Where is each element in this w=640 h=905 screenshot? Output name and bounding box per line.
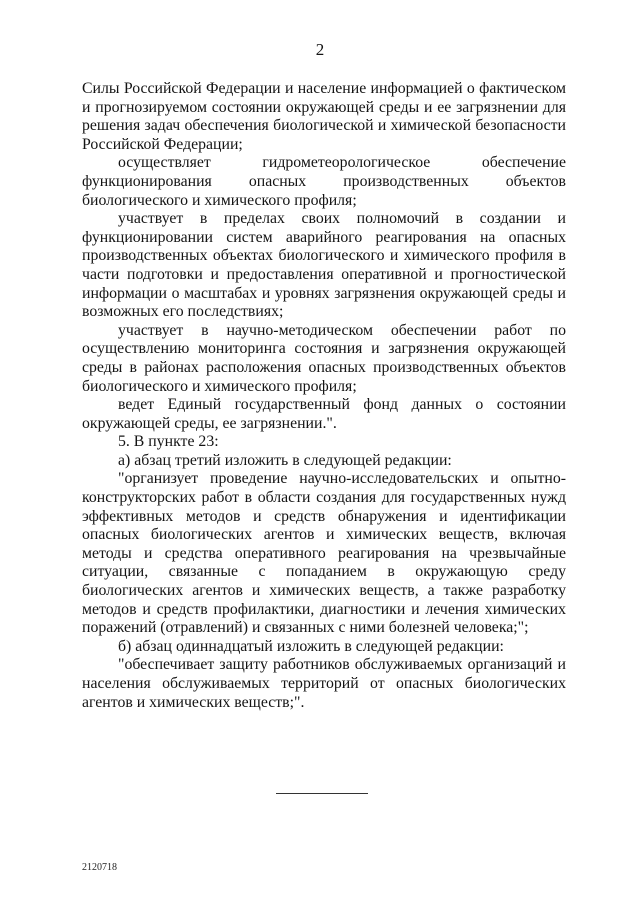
paragraph-data-fund: ведет Единый государственный фонд данных о состоянии окружающей среды, ее загрязнении.". (82, 396, 566, 432)
document-body (82, 80, 566, 712)
end-of-text-rule (276, 793, 368, 794)
paragraph-item-5: 5. В пункте 23: (118, 433, 219, 451)
paragraph-monitoring-support: участвует в научно-методическом обеспечении работ по осуществлению мониторинга состояния и загрязнения окружающей среды в районах расположения опасных производственных объектов биологического и химического профиля; (82, 321, 566, 395)
page-number: 2 (315, 40, 325, 59)
paragraph-continuation: Силы Российской Федерации и население информацией о фактическом и прогнозируемом состоянии окружающей среды и ее загрязнении для решения задач обеспечения биологической и химической безопасности Российской Федерации; (82, 80, 566, 153)
paragraph-subitem-b: б) абзац одиннадцатый изложить в следующей редакции: (118, 637, 504, 655)
paragraph-emergency-response: участвует в пределах своих полномочий в создании и функционировании систем аварийного реагирования на опасных производственных объектах биологического и химического профиля в части подготовки и предоставления оперативной и прогностической информации о масштабах и уровнях загрязнения окружающей среды и возможных его последствиях; (82, 210, 566, 321)
paragraph-hydromet-support: осуществляет гидрометеорологическое обеспечение функционирования опасных производственных объектов биологического и химического профиля; (82, 154, 566, 209)
paragraph-subitem-a: а) абзац третий изложить в следующей редакции: (118, 451, 452, 469)
paragraph-protection: "обеспечивает защиту работников обслуживаемых организаций и населения обслуживаемых территорий от опасных биологических агентов и химических веществ;". (82, 656, 566, 711)
document-code: 2120718 (82, 862, 117, 873)
paragraph-research-organization: "организует проведение научно-исследовательских и опытно-конструкторских работ в области создания для государственных нужд эффективных методов и средств обнаружения и идентификации опасных биологических агентов и химических веществ, включая методы и средства оперативного реагирования на чрезвычайные ситуации, связанные с попаданием в окружающую среду биологических агентов и химических веществ, а также разработку методов и средств профилактики, диагностики и лечения химических поражений (отравлений) и связанных с ними болезней человека;"; (82, 470, 566, 637)
